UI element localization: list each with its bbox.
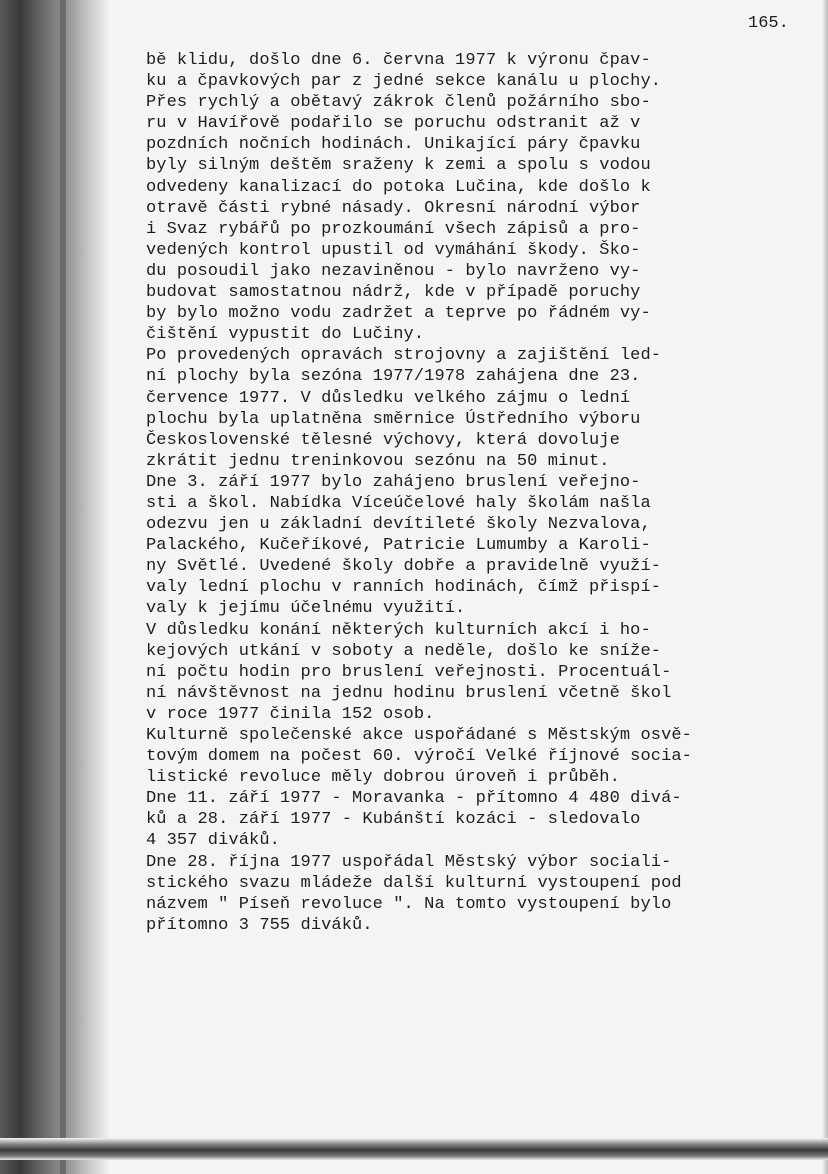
text-line: ní počtu hodin pro bruslení veřejnosti. Procentuál- [146,662,672,682]
text-line: ru v Havířově podařilo se poruchu odstranit až v [146,114,641,134]
page-edge-right [822,0,828,1174]
typewritten-text [146,50,692,936]
text-line: Československé tělesné výchovy, která dovoluje [146,430,620,450]
text-line: stického svazu mládeže další kulturní vystoupení pod [146,873,682,893]
binding-stripe [60,0,66,1174]
text-line: valy k jejímu účelnému využití. [146,599,466,619]
text-line: listické revoluce měly dobrou úroveň i průběh. [146,768,620,788]
text-line: i Svaz rybářů po prozkoumání všech zápisů a pro- [146,219,641,239]
text-line: Po provedených opravách strojovny a zajištění led- [146,346,662,366]
text-line: přítomno 3 755 diváků. [146,915,373,935]
text-line: Dne 3. září 1977 bylo zahájeno bruslení veřejno- [146,472,641,492]
text-line: Dne 28. října 1977 uspořádal Městský výbor sociali- [146,852,672,872]
text-line: tovým domem na počest 60. výročí Velké říjnové socia- [146,747,692,767]
text-line: odvedeny kanalizací do potoka Lučina, kde došlo k [146,177,651,197]
text-line: ní plochy byla sezóna 1977/1978 zahájena dne 23. [146,367,641,387]
text-line: kejových utkání v soboty a neděle, došlo ke sníže- [146,641,662,661]
text-line: 4 357 diváků. [146,831,280,851]
text-line: plochu byla uplatněna směrnice Ústředního výboru [146,409,641,429]
text-line: budovat samostatnou nádrž, kde v případě poruchy [146,283,641,303]
page-number: 165. [748,14,789,33]
text-line: pozdních nočních hodinách. Unikající páry čpavku [146,135,641,155]
text-line: by bylo možno vodu zadržet a teprve po řádném vy- [146,304,651,324]
text-line: vedených kontrol upustil od vymáhání škody. Ško- [146,240,641,260]
text-line: čištění vypustit do Lučiny. [146,325,425,345]
text-line: července 1977. V důsledku velkého zájmu o lední [146,388,631,408]
text-line: zkrátit jednu treninkovou sezónu na 50 minut. [146,451,610,471]
page-edge-bottom [0,1138,828,1160]
text-line: Přes rychlý a obětavý zákrok členů požárního sbo- [146,93,651,113]
text-line: Palackého, Kučeříkové, Patricie Lumumby a Karoli- [146,536,651,556]
text-line: byly silným deštěm sraženy k zemi a spolu s vodou [146,156,651,176]
text-line: v roce 1977 činila 152 osob. [146,704,435,724]
text-line: ní návštěvnost na jednu hodinu bruslení včetně škol [146,683,672,703]
text-line: Kulturně společenské akce uspořádané s Městským osvě- [146,726,692,745]
text-line: názvem " Píseň revoluce ". Na tomto vystoupení bylo [146,894,672,914]
text-line: ny Světlé. Uvedené školy dobře a pravidelně využí- [146,557,662,577]
text-line: bě klidu, došlo dne 6. června 1977 k výronu čpav- [146,51,651,70]
text-line: du posoudil jako nezaviněnou - bylo navrženo vy- [146,261,641,281]
text-line: ku a čpavkových par z jedné sekce kanálu u plochy. [146,72,662,92]
text-line: valy lední plochu v ranních hodinách, čímž přispí- [146,578,662,598]
text-line: Dne 11. září 1977 - Moravanka - přítomno 4 480 divá- [146,789,682,809]
text-line: V důsledku konání některých kulturních akcí i ho- [146,620,651,640]
text-line: odezvu jen u základní devítileté školy Nezvalova, [146,515,651,535]
text-line: otravě části rybné násady. Okresní národní výbor [146,198,641,218]
binding-shadow [0,0,110,1174]
text-line: ků a 28. září 1977 - Kubánští kozáci - sledovalo [146,810,641,830]
text-line: sti a škol. Nabídka Víceúčelové haly školám našla [146,493,651,513]
